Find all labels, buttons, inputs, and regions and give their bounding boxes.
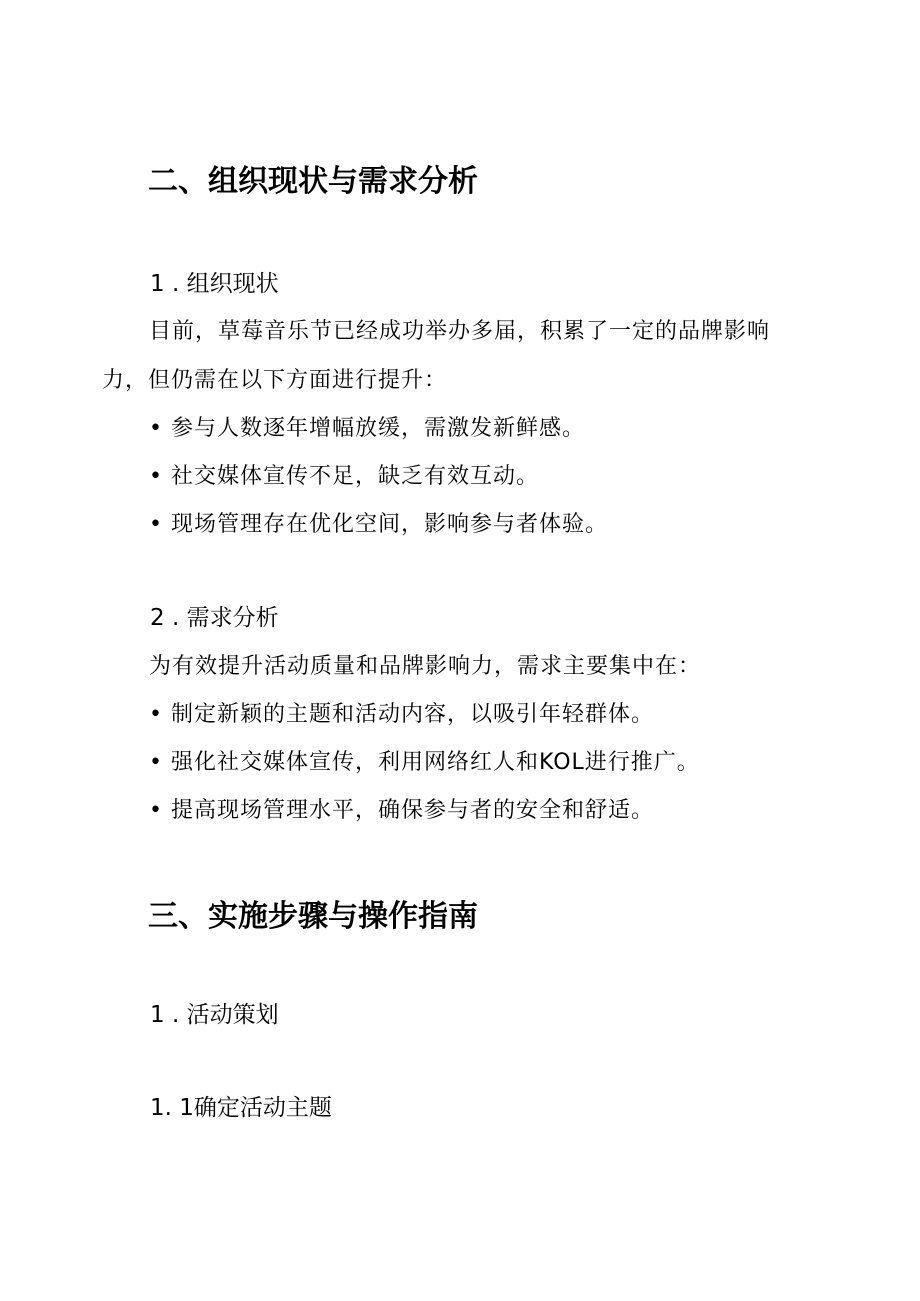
list-item-text: 制定新颖的主题和活动内容，以吸引年轻群体。 [171,702,655,727]
list-item-text: 社交媒体宣传不足，缺乏有效互动。 [171,464,540,489]
bullet-icon: • [149,464,163,489]
list-item-text: 提高现场管理水平，确保参与者的安全和舒适。 [171,798,655,823]
list-item [149,418,585,440]
section-heading-implementation-steps: 三、实施步骤与操作指南 [148,899,478,934]
list-item [149,514,608,536]
paragraph-line: 力，但仍需在以下方面进行提升： [102,368,448,393]
list-item [149,466,539,488]
list-item [149,800,654,822]
subsection-title-needs-analysis: 2 . 需求分析 [150,605,279,631]
bullet-icon: • [149,750,163,775]
bullet-icon: • [149,416,163,441]
bullet-icon: • [149,512,163,537]
bullet-icon: • [149,702,163,727]
subsection-title-determine-theme: 1. 1确定活动主题 [150,1095,332,1121]
bullet-icon: • [149,798,163,823]
subsection-title-event-planning: 1 . 活动策划 [150,1002,279,1028]
paragraph-line: 为有效提升活动质量和品牌影响力，需求主要集中在： [149,654,702,679]
subsection-title-current-status: 1 . 组织现状 [150,271,279,297]
list-item-text: 现场管理存在优化空间，影响参与者体验。 [171,512,609,537]
section-heading-organization-status: 二、组织现状与需求分析 [148,164,478,199]
list-item-text: 强化社交媒体宣传，利用网络红人和KOL进行推广。 [171,750,700,775]
list-item-text: 参与人数逐年增幅放缓，需激发新鲜感。 [171,416,586,441]
list-item [149,752,700,774]
list-item [149,704,654,726]
paragraph-line: 目前，草莓音乐节已经成功举办多届，积累了一定的品牌影响 [149,319,771,344]
